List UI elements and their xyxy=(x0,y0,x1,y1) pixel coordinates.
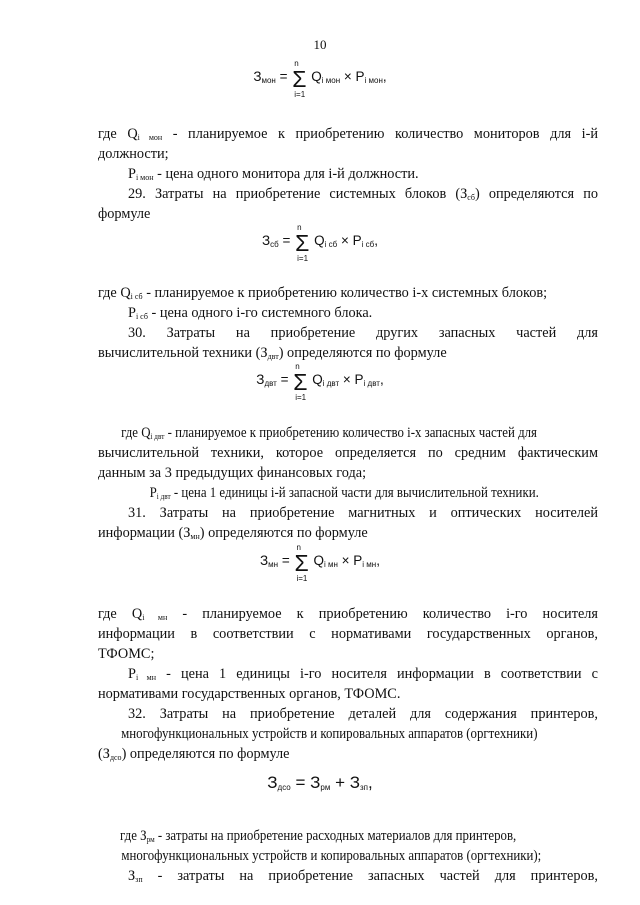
text-line: информации в соответствии с нормативами государственных органов, xyxy=(98,626,598,642)
formula-media: $З_{мн} = \Sigma$ n i=1 $Q_{i мн} \times P_{i мн}$, xyxy=(260,543,380,583)
text-line: ТФОМС; xyxy=(98,646,155,662)
text-line: должности; xyxy=(98,146,169,162)
text-line: вычислительной техники $(З_{двт})$ определяются по формуле xyxy=(98,345,447,361)
text-line: нормативами государственных органов, ТФОМС. xyxy=(98,686,401,702)
text-line: $P_{i двт}$ - цена 1 единицы i-й запасной части для вычислительной техники. xyxy=(149,485,539,501)
section-31-heading: 31. Затраты на приобретение магнитных и оптических носителей xyxy=(128,505,598,521)
text-line: где $Q_{i мон}$ - планируемое к приобретению количество мониторов для i-й xyxy=(98,126,598,142)
section-29-heading: 29. Затраты на приобретение системных блоков $(З_{сб})$ определяются по xyxy=(128,186,599,202)
section-32-heading: 32. Затраты на приобретение деталей для содержания принтеров, xyxy=(128,706,598,722)
text-line: $З_{зп}$ - затраты на приобретение запасных частей для принтеров, xyxy=(128,868,598,884)
text-line: вычислительной техники, которое определяется по средним фактическим xyxy=(98,445,598,461)
text-line: данным за 3 предыдущих финансовых года; xyxy=(98,465,367,481)
text-line: $(З_{дсо})$ определяются по формуле xyxy=(98,746,290,762)
text-line: многофункциональных устройств и копировальных аппаратов (оргтехники) xyxy=(121,726,538,742)
text-line: информации $(З_{мн})$ определяются по формуле xyxy=(98,525,368,541)
text-line: $P_{i мн}$ - цена 1 единицы i-го носителя информации в соответствии с xyxy=(128,666,598,682)
formula-office-equipment: $З_{дсо} = З_{рм} + З_{зп}$, xyxy=(267,773,373,792)
text-line: $P_{i мон}$ - цена одного монитора для i-й должности. xyxy=(128,166,419,182)
page-number: 10 xyxy=(313,37,327,52)
section-30-heading: 30. Затраты на приобретение других запасных частей для xyxy=(128,325,598,341)
formula-system-blocks: $З_{сб} = \Sigma$ n i=1 $Q_{i сб} \times P_{i сб}$, xyxy=(262,223,378,263)
formula-monitors: $З_{мон} = \Sigma$ n i=1 $Q_{i мон} \times P_{i мон}$, xyxy=(253,59,387,99)
text-line: где $Q_{i мн}$ - планируемое к приобретению количество i-го носителя xyxy=(98,606,598,622)
text-line: где $Q_{i двт}$ - планируемое к приобретению количество i-х запасных частей для xyxy=(121,425,537,441)
text-line: многофункциональных устройств и копировальных аппаратов (оргтехники); xyxy=(121,848,542,864)
text-line: где $Q_{i сб}$ - планируемое к приобретению количество i-х системных блоков; xyxy=(98,285,548,301)
formula-spare-parts: $З_{двт} = \Sigma$ n i=1 $Q_{i двт} \times P_{i двт}$, xyxy=(256,362,384,402)
text-line: где $З_{рм}$ - затраты на приобретение расходных материалов для принтеров, xyxy=(120,828,517,844)
text-line: $P_{i сб}$ - цена одного i-го системного блока. xyxy=(128,305,373,321)
text-line: формуле xyxy=(98,206,151,222)
